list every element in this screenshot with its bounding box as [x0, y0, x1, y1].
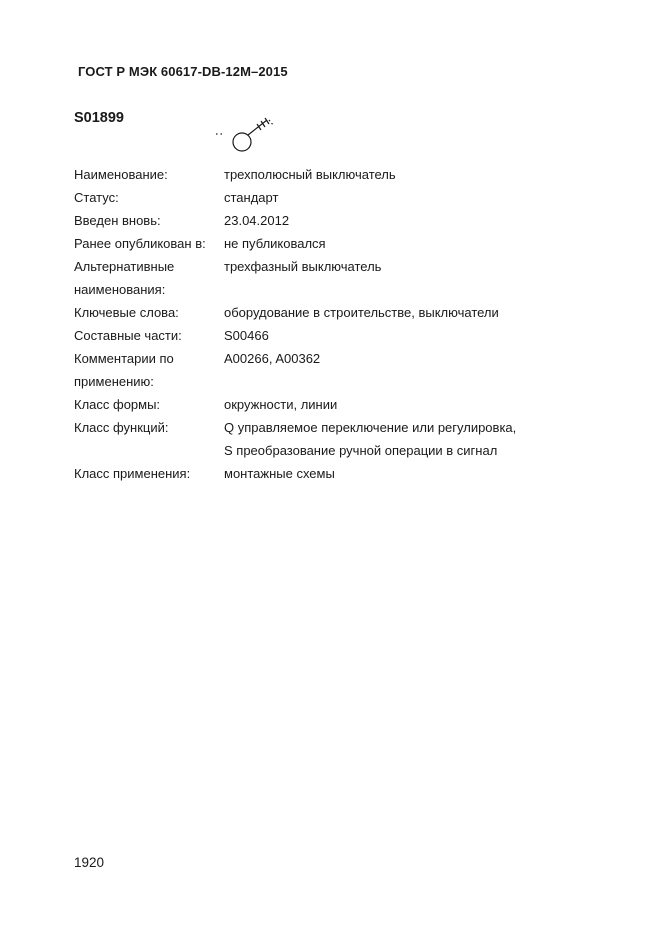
- property-value: [224, 209, 574, 232]
- property-row: [74, 393, 574, 416]
- property-label-line: Ранее опубликован в:: [74, 236, 206, 251]
- property-row: [74, 301, 574, 324]
- property-label-line: Комментарии по: [74, 351, 174, 366]
- property-label-line: Класс функций:: [74, 420, 169, 435]
- standard-code-header: ГОСТ Р МЭК 60617-DB-12M–2015: [78, 64, 288, 79]
- switch-circle: [233, 133, 251, 151]
- property-value: [224, 324, 574, 347]
- property-value: [224, 462, 574, 485]
- switch-lever: [248, 120, 267, 135]
- symbol-code: S01899: [74, 110, 124, 126]
- property-label: [74, 232, 224, 255]
- property-label-line: Составные части:: [74, 328, 182, 343]
- property-row: [74, 416, 574, 462]
- property-value-line: не публиковался: [224, 236, 326, 251]
- property-value-line: стандарт: [224, 190, 279, 205]
- three-pole-switch-symbol-icon: [214, 112, 286, 158]
- property-value: [224, 393, 574, 416]
- property-value: [224, 255, 574, 301]
- property-value: [224, 232, 574, 255]
- property-label-line: Наименование:: [74, 167, 168, 182]
- property-label: [74, 255, 224, 301]
- property-row: [74, 163, 574, 186]
- property-label-line: Статус:: [74, 190, 119, 205]
- property-value: [224, 416, 574, 462]
- property-row: [74, 462, 574, 485]
- property-label-line: Введен вновь:: [74, 213, 161, 228]
- property-value-line: окружности, линии: [224, 397, 338, 412]
- property-value-line: 23.04.2012: [224, 213, 290, 228]
- property-label-line: Класс применения:: [74, 466, 191, 481]
- property-row: [74, 209, 574, 232]
- property-row: [74, 232, 574, 255]
- property-value-line: A00266, A00362: [224, 351, 321, 366]
- property-value-line: оборудование в строительстве, выключатели: [224, 305, 499, 320]
- property-label: [74, 163, 224, 186]
- dotted-lever-extension: [269, 120, 274, 126]
- property-value: [224, 301, 574, 324]
- property-label: [74, 186, 224, 209]
- property-label: [74, 347, 224, 393]
- property-row: [74, 186, 574, 209]
- property-label: [74, 301, 224, 324]
- property-value-line: S00466: [224, 328, 269, 343]
- property-value-line: Q управляемое переключение или регулировка,: [224, 420, 517, 435]
- property-label: [74, 416, 224, 462]
- property-label-line: Ключевые слова:: [74, 305, 179, 320]
- property-label: [74, 393, 224, 416]
- property-row: [74, 347, 574, 393]
- property-row: [74, 255, 574, 301]
- property-label: [74, 462, 224, 485]
- property-value-line: трехфазный выключатель: [224, 259, 382, 274]
- property-value: [224, 163, 574, 186]
- property-label: [74, 324, 224, 347]
- property-row: [74, 324, 574, 347]
- property-label-line: наименования:: [74, 282, 166, 297]
- property-value-line: S преобразование ручной операции в сигнал: [224, 443, 498, 458]
- property-value: [224, 186, 574, 209]
- property-value-line: трехполюсный выключатель: [224, 167, 396, 182]
- page-number: 1920: [74, 855, 105, 870]
- property-value-line: монтажные схемы: [224, 466, 335, 481]
- properties-table: [74, 163, 574, 485]
- property-label-line: Альтернативные: [74, 259, 175, 274]
- property-label-line: применению:: [74, 374, 154, 389]
- property-label-line: Класс формы:: [74, 397, 161, 412]
- property-label: [74, 209, 224, 232]
- property-value: [224, 347, 574, 393]
